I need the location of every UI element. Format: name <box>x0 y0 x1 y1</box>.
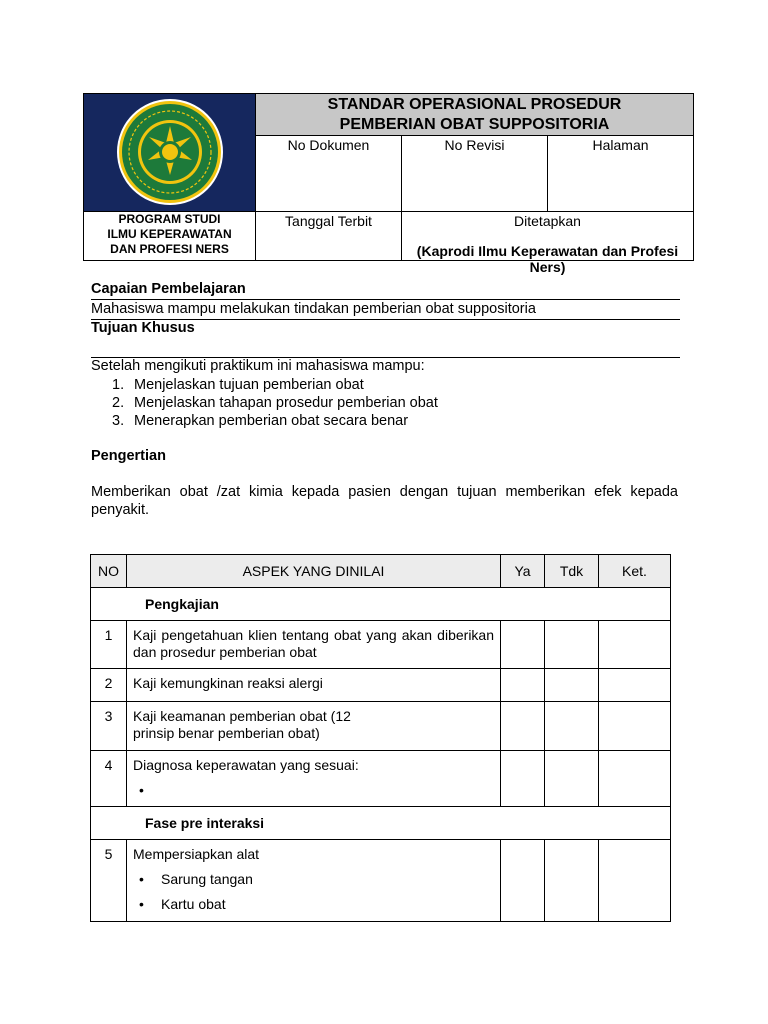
capaian-heading: Capaian Pembelajaran <box>91 281 246 297</box>
table-header-row <box>91 555 671 588</box>
header-no: NO <box>91 555 127 588</box>
divider <box>91 299 680 300</box>
tdk-cell[interactable] <box>545 702 599 751</box>
approval-row <box>256 212 693 275</box>
row-aspek-text: Kaji keamanan pemberian obat (12 prinsip benar pemberian obat) <box>133 708 351 741</box>
bullet-item: • Sarung tangan <box>161 871 494 888</box>
ket-cell[interactable] <box>599 840 671 922</box>
table-row <box>91 621 671 669</box>
row-aspek-text: Mempersiapkan alat <box>133 846 260 862</box>
capaian-text: Mahasiswa mampu melakukan tindakan pemberian obat suppositoria <box>91 301 536 317</box>
bullet-list <box>133 871 494 913</box>
document-info-row <box>256 136 693 212</box>
university-logo <box>84 94 256 211</box>
header-aspek: ASPEK YANG DINILAI <box>127 555 501 588</box>
row-number <box>91 840 127 922</box>
row-number-text: 1 <box>104 627 113 643</box>
title-line: PEMBERIAN OBAT SUPPOSITORIA <box>339 116 610 133</box>
row-number-text: 2 <box>104 675 113 691</box>
no-dokumen-cell: No Dokumen <box>256 136 402 211</box>
ket-cell[interactable] <box>599 669 671 702</box>
program-line: ILMU KEPERAWATAN <box>107 227 232 241</box>
row-aspek <box>127 702 501 751</box>
ya-cell[interactable] <box>501 621 545 669</box>
halaman-cell: Halaman <box>592 137 649 153</box>
university-seal-icon <box>115 97 225 207</box>
tujuan-list <box>112 376 438 430</box>
ditetapkan-cell <box>402 212 693 275</box>
bullet-item: • Kartu obat <box>161 896 494 913</box>
list-number: 1. <box>112 377 125 393</box>
section-pengkajian: Pengkajian <box>91 588 671 621</box>
ya-cell[interactable] <box>501 669 545 702</box>
program-line: PROGRAM STUDI <box>118 212 221 226</box>
tdk-cell[interactable] <box>545 669 599 702</box>
header-tdk: Tdk <box>545 555 599 588</box>
empty-bullet <box>161 782 494 799</box>
ya-cell[interactable] <box>501 702 545 751</box>
list-item <box>112 376 438 394</box>
tujuan-intro: Setelah mengikuti praktikum ini mahasiswa mampu: <box>91 358 425 374</box>
list-item <box>112 394 438 412</box>
pengertian-heading: Pengertian <box>91 448 166 464</box>
row-number <box>91 621 127 669</box>
program-studi-cell <box>84 211 256 261</box>
row-aspek <box>127 751 501 807</box>
row-aspek-text: Kaji kemungkinan reaksi alergi <box>133 675 323 691</box>
assessment-table <box>90 554 671 922</box>
tdk-cell[interactable] <box>545 621 599 669</box>
document-title <box>256 94 693 136</box>
row-number-text: 4 <box>104 757 113 773</box>
section-row <box>91 807 671 840</box>
tujuan-heading: Tujuan Khusus <box>91 320 195 336</box>
tanggal-terbit-cell: Tanggal Terbit <box>256 212 402 260</box>
pengertian-text: Memberikan obat /zat kimia kepada pasien dengan tujuan memberikan efek kepada penyakit. <box>91 484 678 518</box>
row-aspek <box>127 621 501 669</box>
program-line: DAN PROFESI NERS <box>110 242 229 256</box>
list-text: Menjelaskan tujuan pemberian obat <box>134 377 364 393</box>
ya-cell[interactable] <box>501 840 545 922</box>
tdk-cell[interactable] <box>545 751 599 807</box>
header-ket: Ket. <box>599 555 671 588</box>
list-text: Menerapkan pemberian obat secara benar <box>134 413 409 429</box>
row-number <box>91 669 127 702</box>
section-row <box>91 588 671 621</box>
tdk-cell[interactable] <box>545 840 599 922</box>
row-aspek-text: Diagnosa keperawatan yang sesuai: <box>133 757 359 773</box>
no-revisi-cell: No Revisi <box>402 136 548 211</box>
table-row <box>91 669 671 702</box>
list-number: 2. <box>112 395 125 411</box>
table-row <box>91 702 671 751</box>
ket-cell[interactable] <box>599 621 671 669</box>
section-pre-interaksi: Fase pre interaksi <box>91 807 671 840</box>
list-item <box>112 412 438 430</box>
header-ya: Ya <box>501 555 545 588</box>
row-number-text: 3 <box>104 708 113 724</box>
ket-cell[interactable] <box>599 751 671 807</box>
sop-header-table <box>83 93 694 275</box>
list-number: 3. <box>112 413 125 429</box>
row-aspek <box>127 840 501 922</box>
ya-cell[interactable] <box>501 751 545 807</box>
table-row <box>91 751 671 807</box>
row-number <box>91 751 127 807</box>
ditetapkan-by: (Kaprodi Ilmu Keperawatan dan Profesi Ners) <box>416 243 679 275</box>
row-number <box>91 702 127 751</box>
ditetapkan-label: Ditetapkan <box>514 213 581 229</box>
list-text: Menjelaskan tahapan prosedur pemberian obat <box>134 395 438 411</box>
table-row <box>91 840 671 922</box>
title-line: STANDAR OPERASIONAL PROSEDUR <box>327 96 622 113</box>
row-aspek <box>127 669 501 702</box>
row-aspek-text: Kaji pengetahuan klien tentang obat yang akan diberikan dan prosedur pemberian obat <box>133 627 494 660</box>
ket-cell[interactable] <box>599 702 671 751</box>
bullet-list <box>133 782 494 799</box>
row-number-text: 5 <box>104 846 113 862</box>
